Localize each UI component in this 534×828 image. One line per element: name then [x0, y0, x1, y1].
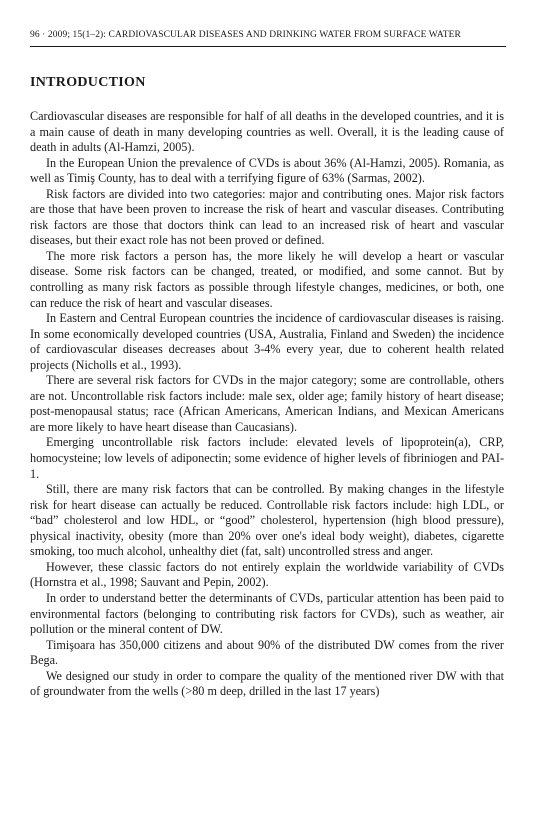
paragraph: Timişoara has 350,000 citizens and about 90% of the distributed DW comes from the river Bega.	[30, 637, 504, 668]
paragraph: We designed our study in order to compare the quality of the mentioned river DW with that of groundwater from the wells (>80 m deep, drilled in the last 17 years)	[30, 668, 504, 699]
paragraph: In the European Union the prevalence of CVDs is about 36% (Al-Hamzi, 2005). Romania, as well as Timiş County, has to deal with a terrifying figure of 63% (Sarmas, 2002).	[30, 155, 504, 186]
paragraph: Still, there are many risk factors that can be controlled. By making changes in the lifestyle risk for heart disease can actually be reduced. Controllable risk factors include: high LDL, or “bad” cholesterol and low HDL, or “good” cholesterol, hypertension (high blood pressure), physical inactivity, obesity (more than 20% over one's ideal body weight), diabetes, cigarette smoking, too much alcohol, unhealthy diet (fat, salt) uncontrolled stress and anger.	[30, 482, 504, 559]
paragraph: In order to understand better the determinants of CVDs, particular attention has been paid to environmental factors (belonging to contributing risk factors for CVDs), such as weather, air pollution or the mineral content of DW.	[30, 590, 504, 637]
paragraph: Emerging uncontrollable risk factors include: elevated levels of lipoprotein(a), CRP, homocysteine; low levels of adiponectin; some evidence of higher levels of fibriniogen and PAI-1.	[30, 435, 504, 481]
paragraph: Cardiovascular diseases are responsible for half of all deaths in the developed countries, and it is a main cause of death in many developing countries as well. Overall, it is the leading cause of death in adults (Al-Hamzi, 2005).	[30, 109, 504, 155]
paragraph: However, these classic factors do not entirely explain the worldwide variability of CVDs (Hornstra et al., 1998; Sauvant and Pepin, 2002).	[30, 559, 504, 590]
header-rule	[30, 46, 506, 47]
paragraph: The more risk factors a person has, the more likely he will develop a heart or vascular disease. Some risk factors can be changed, treated, or modified, and some cannot. But by controlling as many risk factors as possible through lifestyle changes, medicines, or both, one can reduce the risk of heart and vascular diseases.	[30, 248, 504, 310]
paragraph: There are several risk factors for CVDs in the major category; some are controllable, others are not. Uncontrollable risk factors include: male sex, older age; family history of heart disease; post-menopausal status; race (African Americans, American Indians, and Mexican Americans are more likely to have heart disease than Caucasians).	[30, 373, 504, 434]
paragraph: In Eastern and Central European countries the incidence of cardiovascular diseases is raising. In some economically developed countries (USA, Australia, Finland and Sweden) the incidence of cardiovascular diseases decreases about 3-4% every year, due to coherent health related projects (Nicholls et al., 1993).	[30, 311, 504, 372]
body-text	[30, 109, 504, 700]
running-head: 96 · 2009; 15(1–2): CARDIOVASCULAR DISEASES AND DRINKING WATER FROM SURFACE WATER	[30, 30, 461, 40]
section-title: INTRODUCTION	[30, 75, 146, 90]
paragraph: Risk factors are divided into two categories: major and contributing ones. Major risk factors are those that have been proven to increase the risk of heart and vascular diseases. Contributing risk factors are those that doctors think can lead to an increased risk of heart and vascular diseases, but their exact role has not been proved or defined.	[30, 186, 504, 248]
